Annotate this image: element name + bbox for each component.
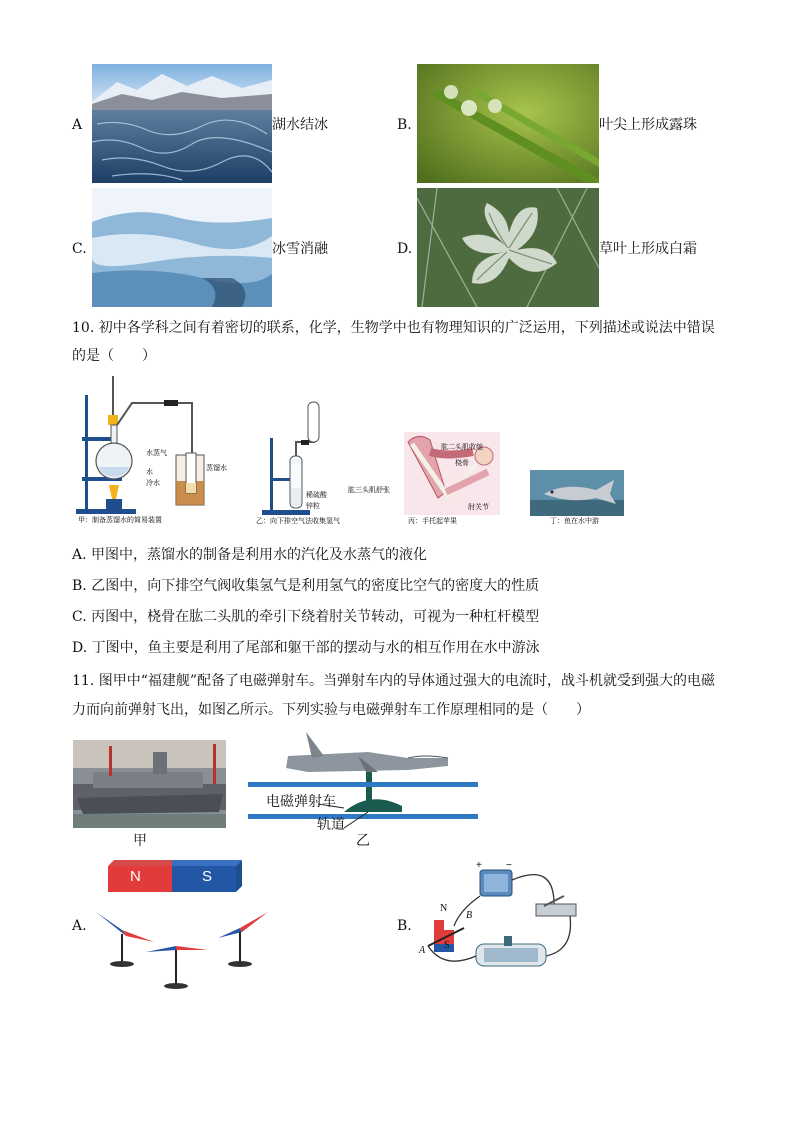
svg-text:桡骨: 桡骨	[455, 459, 469, 467]
circuit-s-label: S	[444, 940, 450, 951]
svg-text:甲：制备蒸馏水的简易装置: 甲：制备蒸馏水的简易装置	[78, 516, 162, 524]
q9-option-b-caption: 叶尖上形成露珠	[599, 117, 697, 133]
arm-lever-figure	[348, 432, 500, 525]
circuit-n-label: N	[440, 903, 448, 914]
q11-option-b-letter[interactable]: B.	[397, 918, 412, 934]
fish-swimming-figure	[530, 470, 624, 525]
q9-option-a-caption: 湖水结冰	[272, 117, 328, 133]
catapult-diagram	[248, 728, 478, 828]
svg-text:丁：鱼在水中游: 丁：鱼在水中游	[550, 517, 599, 525]
svg-text:肘关节: 肘关节	[468, 503, 489, 511]
svg-text:水: 水	[146, 468, 153, 476]
magnet-s-label: S	[202, 868, 213, 885]
frozen-lake-photo	[92, 64, 272, 183]
q10-option-c[interactable]: C. 丙图中，桡骨在肱二头肌的牵引下绕着肘关节转动，可视为一种杠杆模型	[72, 609, 540, 625]
q11-figure-jia-caption: 甲	[133, 833, 147, 849]
q9-option-d-letter: D.	[397, 241, 413, 257]
magnet-n-label: N	[130, 868, 141, 885]
track-label: 轨道	[317, 817, 345, 833]
q9-option-b-letter: B.	[397, 117, 412, 133]
svg-text:乙：向下排空气法收集氢气: 乙：向下排空气法收集氢气	[256, 517, 340, 525]
svg-text:肱二头肌收缩: 肱二头肌收缩	[441, 443, 483, 451]
svg-text:肱三头肌舒张: 肱三头肌舒张	[348, 486, 390, 494]
svg-text:水蒸气: 水蒸气	[146, 449, 167, 457]
q10-option-d[interactable]: D. 丁图中，鱼主要是利用了尾部和躯干部的摆动与水的相互作用在水中游泳	[72, 640, 540, 656]
svg-text:蒸馏水: 蒸馏水	[206, 464, 227, 472]
current-magnet-circuit-figure	[414, 860, 586, 980]
circuit-a-label: A	[419, 945, 426, 956]
battery-plus-label: +	[476, 860, 482, 871]
compass-needles-figure	[92, 908, 272, 992]
hydrogen-collection-figure	[256, 398, 346, 525]
q11-figure-yi-caption: 乙	[356, 833, 370, 849]
q9-option-c-letter: C.	[72, 241, 87, 257]
svg-text:冷水: 冷水	[146, 479, 160, 487]
q9-option-c-caption: 冰雪消融	[272, 241, 328, 257]
q11-option-a-letter[interactable]: A.	[72, 918, 87, 934]
aircraft-carrier-photo	[73, 740, 226, 828]
q10-option-a[interactable]: A. 甲图中，蒸馏水的制备是利用水的汽化及水蒸气的液化	[72, 547, 428, 563]
distillation-apparatus-figure	[72, 373, 242, 525]
circuit-b-label: B	[466, 910, 473, 921]
q10-stem-line1: 10. 初中各学科之间有着密切的联系，化学，生物学中也有物理知识的广泛运用，下列描述或说法中错误	[72, 320, 715, 336]
q10-option-b[interactable]: B. 乙图中，向下排空气阀收集氢气是利用氢气的密度比空气的密度大的性质	[72, 578, 540, 594]
q10-stem-line2: 的是（ ）	[72, 348, 156, 364]
dewdrop-leaf-photo	[417, 64, 599, 183]
frost-leaf-photo	[417, 188, 599, 307]
battery-minus-label: −	[506, 860, 512, 871]
svg-text:稀硫酸: 稀硫酸	[306, 491, 327, 499]
q11-stem-line2: 力而向前弹射飞出，如图乙所示。下列实验与电磁弹射车工作原理相同的是（ ）	[72, 702, 590, 718]
q9-option-d-caption: 草叶上形成白霜	[599, 241, 697, 257]
bar-magnet	[108, 860, 242, 892]
svg-text:锌粒: 锌粒	[306, 502, 320, 510]
q9-option-a-letter: A	[72, 117, 83, 133]
melting-snow-photo	[92, 188, 272, 307]
catapult-label: 电磁弹射车	[266, 794, 336, 810]
svg-text:丙：手托起苹果: 丙：手托起苹果	[408, 517, 457, 525]
q11-stem-line1: 11. 图甲中“福建舰”配备了电磁弹射车。当弹射车内的导体通过强大的电流时，战斗机就受到强大的电磁	[72, 673, 716, 689]
